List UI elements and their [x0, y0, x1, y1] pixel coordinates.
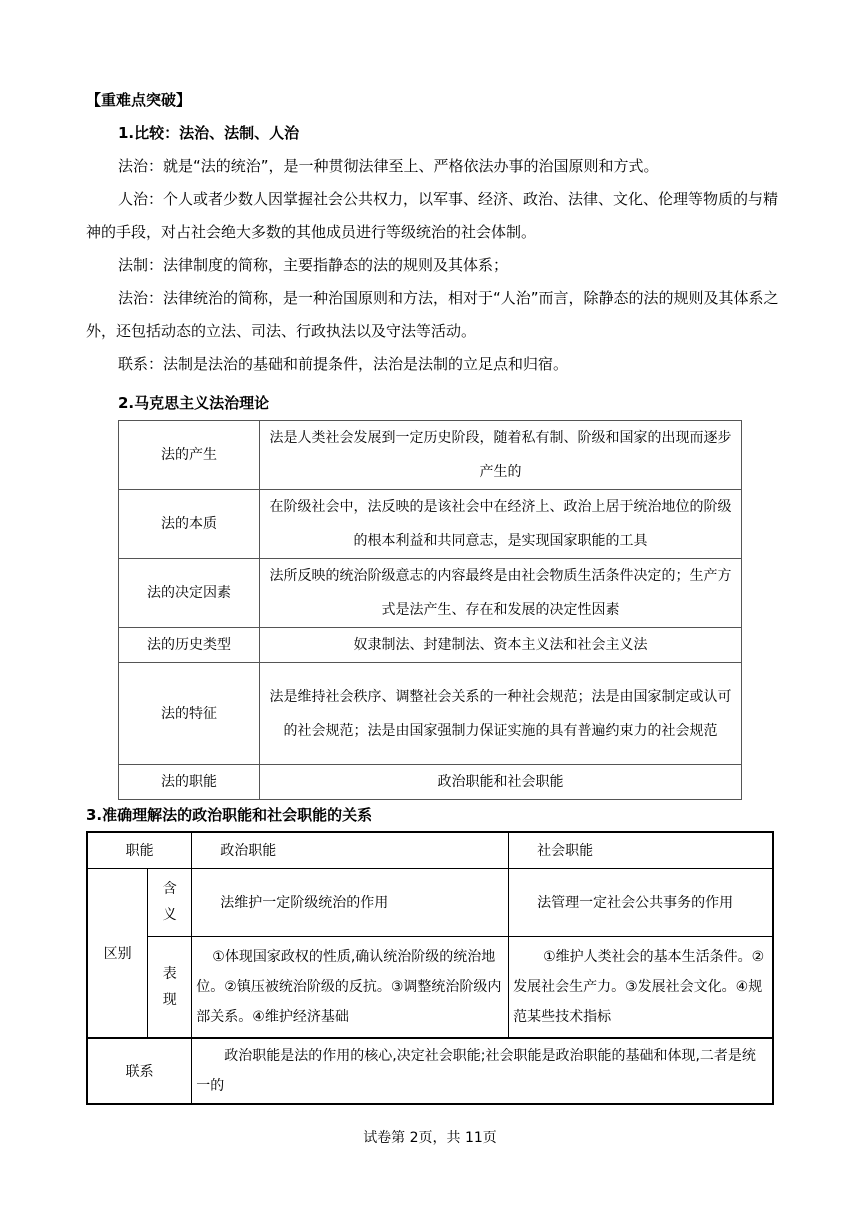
row-value: 法所反映的统治阶级意志的内容最终是由社会物质生活条件决定的；生产方式是法产生、存在和发展的决定性因素 — [260, 559, 742, 628]
row-value: 法是维持社会秩序、调整社会关系的一种社会规范；法是由国家制定或认可的社会规范；法是由国家强制力保证实施的具有普遍约束力的社会规范 — [260, 663, 742, 765]
table-row-lianxi — [87, 1038, 773, 1104]
table-row — [119, 628, 742, 663]
label-biaoxian: 表现 — [148, 936, 192, 1038]
row-value: 奴隶制法、封建制法、资本主义法和社会主义法 — [260, 628, 742, 663]
row-value: 政治职能和社会职能 — [260, 765, 742, 800]
label-lianxi: 联系 — [87, 1038, 192, 1104]
lianxi-text: 政治职能是法的作用的核心,决定社会职能;社会职能是政治职能的基础和体现,二者是统一的 — [192, 1038, 773, 1104]
table-row — [119, 663, 742, 765]
paragraph-renzhi: 人治：个人或者少数人因掌握社会公共权力，以军事、经济、政治、法律、文化、伦理等物质的与精神的手段，对占社会绝大多数的其他成员进行等级统治的社会体制。 — [86, 190, 779, 241]
table-row — [119, 421, 742, 490]
row-key: 法的产生 — [119, 421, 260, 490]
row-key: 法的特征 — [119, 663, 260, 765]
row-value: 在阶级社会中，法反映的是该社会中在经济上、政治上居于统治地位的阶级的根本利益和共同意志，是实现国家职能的工具 — [260, 490, 742, 559]
header-social: 社会职能 — [509, 832, 773, 868]
paragraph-lianxi: 联系：法制是法治的基础和前提条件，法治是法制的立足点和归宿。 — [118, 355, 569, 373]
section-1-title: 1.比较：法治、法制、人治 — [118, 124, 300, 142]
table-row-hanyi — [87, 868, 773, 936]
row-key: 法的决定因素 — [119, 559, 260, 628]
marxist-law-table — [118, 420, 742, 800]
row-key: 法的本质 — [119, 490, 260, 559]
paragraph-fazhi-system: 法制：法律制度的简称，主要指静态的法的规则及其体系； — [118, 256, 509, 274]
row-key: 法的历史类型 — [119, 628, 260, 663]
section-2-title: 2.马克思主义法治理论 — [118, 394, 270, 412]
table-row — [119, 559, 742, 628]
biaoxian-social: ①维护人类社会的基本生活条件。②发展社会生产力。③发展社会文化。④规范某些技术指标 — [509, 936, 773, 1038]
function-comparison-table — [86, 831, 774, 1105]
header-political: 政治职能 — [192, 832, 509, 868]
label-hanyi: 含义 — [148, 868, 192, 936]
table-row — [119, 765, 742, 800]
row-value: 法是人类社会发展到一定历史阶段，随着私有制、阶级和国家的出现而逐步产生的 — [260, 421, 742, 490]
hanyi-social: 法管理一定社会公共事务的作用 — [509, 868, 773, 936]
header-function: 职能 — [87, 832, 192, 868]
table-row-biaoxian — [87, 936, 773, 1038]
table-row — [119, 490, 742, 559]
label-qubie: 区别 — [87, 868, 148, 1038]
page-footer: 试卷第 2页，共 11页 — [363, 1130, 497, 1146]
section-heading: 【重难点突破】 — [86, 91, 192, 109]
paragraph-fazhi-1: 法治：就是“法的统治”，是一种贯彻法律至上、严格依法办事的治国原则和方式。 — [118, 157, 659, 175]
section-3-title: 3.准确理解法的政治职能和社会职能的关系 — [86, 806, 373, 824]
header-row — [87, 832, 773, 868]
biaoxian-political: ①体现国家政权的性质,确认统治阶级的统治地位。②镇压被统治阶级的反抗。③调整统治阶级内部关系。④维护经济基础 — [192, 936, 509, 1038]
hanyi-political: 法维护一定阶级统治的作用 — [192, 868, 509, 936]
paragraph-fazhi-2: 法治：法律统治的简称，是一种治国原则和方法，相对于“人治”而言，除静态的法的规则及其体系之外，还包括动态的立法、司法、行政执法以及守法等活动。 — [86, 289, 779, 340]
row-key: 法的职能 — [119, 765, 260, 800]
